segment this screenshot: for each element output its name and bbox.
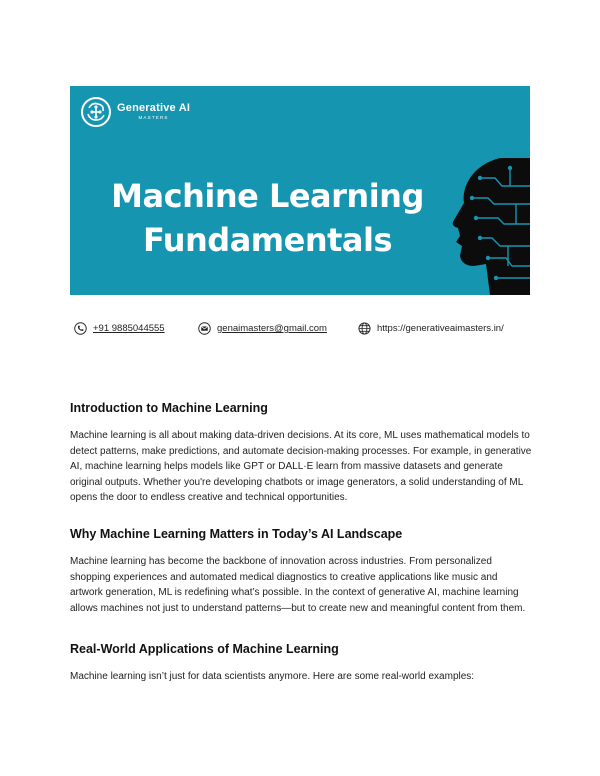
phone-icon [74, 322, 87, 335]
email-icon [198, 322, 211, 335]
phone-number[interactable]: +91 9885044555 [93, 323, 165, 334]
brand-name: Generative AI [117, 102, 191, 115]
website-contact[interactable] [358, 322, 504, 335]
section-heading-introduction: Introduction to Machine Learning [70, 401, 268, 415]
email-address[interactable]: genaimasters@gmail.com [217, 323, 327, 334]
page-title [70, 174, 465, 262]
email-contact[interactable] [198, 322, 327, 335]
section-heading-why-ml-matters: Why Machine Learning Matters in Today’s AI Landscape [70, 527, 403, 541]
globe-icon [358, 322, 371, 335]
website-url[interactable]: https://generativeaimasters.in/ [377, 323, 504, 334]
brand-subtitle: MASTERS [138, 115, 169, 121]
circuit-head-icon [440, 158, 530, 295]
header-banner [70, 86, 530, 295]
section-heading-applications: Real-World Applications of Machine Learning [70, 642, 339, 656]
title-line-1: Machine Learning [111, 177, 424, 215]
section-body-why-ml-matters: Machine learning has become the backbone of innovation across industries. From personalized shopping experiences and automated medical diagnostics to creative applications like music and artwork generation, ML is redefining what’s possible. In the context of generative AI, machine learning allows machines not just to understand patterns—but to create new and meaningful content from them. [70, 556, 526, 614]
title-line-2: Fundamentals [142, 221, 393, 259]
phone-contact[interactable] [74, 322, 165, 335]
section-body-introduction: Machine learning is all about making data-driven decisions. At its core, ML uses mathematical models to detect patterns, make predictions, and automate decision-making processes. For example, in generative AI, machine learning helps models like GPT or DALL·E learn from massive datasets and generate original outputs. Whether you're developing chatbots or image generators, a solid understanding of ML opens the door to endless creative and technical opportunities. [70, 430, 532, 503]
section-body-applications: Machine learning isn’t just for data scientists anymore. Here are some real-world examples: [70, 671, 475, 682]
contact-bar [72, 322, 532, 342]
brain-circuit-icon [80, 96, 112, 128]
brand-logo [80, 96, 190, 128]
